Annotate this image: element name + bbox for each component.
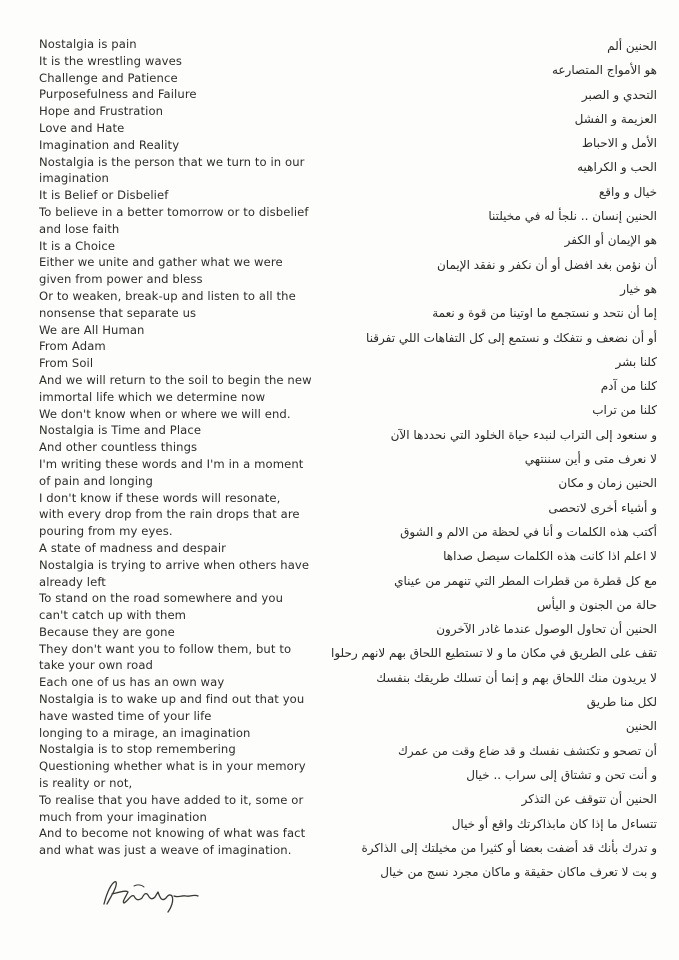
english-poem-line: take your own road bbox=[39, 658, 154, 673]
english-poem-line: I don't know if these words will resonate, bbox=[39, 490, 281, 505]
arabic-poem-line: الحب و الكراهيه bbox=[577, 160, 657, 175]
arabic-poem-line: و أشياء أخرى لاتحصى bbox=[548, 500, 657, 515]
arabic-poem-line: الحنين إنسان .. نلجأ له في مخيلتنا bbox=[488, 209, 657, 224]
arabic-poem-line: الحنين أن تتوقف عن التذكر bbox=[521, 792, 657, 807]
arabic-poem-line: و أنت تحن و تشتاق إلى سراب .. خيال bbox=[466, 767, 657, 782]
english-poem-line: To stand on the road somewhere and you bbox=[39, 591, 284, 606]
arabic-poem-line: كلنا بشر bbox=[615, 354, 657, 369]
english-poem-line: It is Belief or Disbelief bbox=[39, 188, 169, 203]
english-poem-line: Challenge and Patience bbox=[39, 70, 178, 85]
english-poem-line: Because they are gone bbox=[39, 624, 175, 639]
english-poem-line: Each one of us has an own way bbox=[39, 675, 225, 690]
english-poem-line: A state of madness and despair bbox=[39, 540, 227, 555]
arabic-poem-line: كلنا من آدم bbox=[600, 379, 657, 394]
arabic-poem-line: أكتب هذه الكلمات و أنا في لحظة من الالم و الشوق bbox=[400, 524, 657, 539]
arabic-poem-line: لكل منا طريق bbox=[586, 695, 657, 710]
english-poem-line: They don't want you to follow them, but to bbox=[39, 641, 292, 656]
english-poem-line: Or to weaken, break-up and listen to all the bbox=[39, 288, 296, 303]
english-poem-line: given from power and bless bbox=[39, 272, 203, 287]
arabic-poem-line: أو أن نضعف و نتفكك و نستمع إلى كل التفاهات اللي تفرقنا bbox=[366, 330, 657, 345]
handwritten-signature bbox=[98, 868, 208, 918]
english-poem-line: and what was just a weave of imagination. bbox=[39, 843, 292, 858]
arabic-poem-line: و بت لا تعرف ماكان حقيقة و ماكان مجرد نسج من خيال bbox=[380, 865, 657, 880]
english-poem-line: We don't know when or where we will end. bbox=[39, 406, 291, 421]
english-poem-line: with every drop from the rain drops that are bbox=[39, 507, 300, 522]
english-poem-line: and lose faith bbox=[39, 221, 120, 236]
english-poem-line: And other countless things bbox=[39, 440, 198, 455]
english-poem-line: Nostalgia is trying to arrive when others have bbox=[39, 557, 310, 572]
english-poem-line: much from your imagination bbox=[39, 809, 207, 824]
english-poem-line: I'm writing these words and I'm in a moment bbox=[39, 456, 304, 471]
english-poem-line: Nostalgia is Time and Place bbox=[39, 423, 202, 438]
arabic-poem-line: الحنين زمان و مكان bbox=[558, 476, 657, 491]
english-poem-line: Nostalgia is pain bbox=[39, 37, 137, 51]
english-poem-line: pouring from my eyes. bbox=[39, 524, 173, 539]
arabic-poem-line: خيال و واقع bbox=[598, 184, 657, 199]
arabic-poem-line: أن نؤمن بغد افضل أو أن نكفر و نفقد الإيمان bbox=[436, 257, 657, 272]
arabic-poem-line: تقف على الطريق في مكان ما و لا تستطيع اللحاق بهم لانهم رحلوا bbox=[331, 646, 657, 661]
english-poem-line: Nostalgia is to wake up and find out that you bbox=[39, 692, 305, 707]
english-poem-line: To realise that you have added to it, some or bbox=[39, 792, 304, 807]
english-poem-line: can't catch up with them bbox=[39, 608, 187, 623]
arabic-poem-line: مع كل قطرة من قطرات المطر التي تنهمر من عيناي bbox=[394, 573, 657, 588]
english-poem-line: Nostalgia is to stop remembering bbox=[39, 742, 236, 757]
arabic-poem-line: الأمل و الاحباط bbox=[581, 136, 657, 151]
arabic-poem-line: أن تصحو و تكتشف نفسك و قد ضاع وقت من عمرك bbox=[397, 743, 657, 758]
arabic-poem-line: تتساءل ما إذا كان مابذاكرتك واقع أو خيال bbox=[451, 816, 657, 831]
english-poem-line: longing to a mirage, an imagination bbox=[39, 725, 251, 740]
english-poem-line: imagination bbox=[39, 171, 109, 186]
arabic-poem-line: كلنا من تراب bbox=[592, 403, 657, 418]
english-poem-line: Imagination and Reality bbox=[39, 137, 180, 152]
english-poem-line: is reality or not, bbox=[39, 776, 133, 791]
english-poem-line: To believe in a better tomorrow or to disbelief bbox=[39, 204, 309, 219]
arabic-poem-line: لا يريدون منك اللحاق بهم و إنما أن تسلك طريقك بنفسك bbox=[376, 670, 657, 685]
arabic-poem-line: الحنين أن تحاول الوصول عندما غادر الآخرون bbox=[436, 622, 657, 637]
english-poem-line: It is the wrestling waves bbox=[39, 53, 182, 68]
arabic-poem-line: هو الأمواج المتصارعه bbox=[551, 63, 657, 78]
english-poem-line: immortal life which we determine now bbox=[39, 389, 266, 404]
arabic-poem-line: الحنين bbox=[625, 719, 657, 734]
english-poem-line: Questioning whether what is in your memory bbox=[39, 759, 306, 774]
english-poem-line: already left bbox=[39, 574, 106, 589]
arabic-poem-line: هو الإيمان أو الكفر bbox=[564, 233, 657, 248]
english-poem-line: And to become not knowing of what was fact bbox=[39, 826, 306, 841]
arabic-poem-line: هو خيار bbox=[620, 281, 657, 296]
english-poem-line: of pain and longing bbox=[39, 473, 153, 488]
arabic-poem-column bbox=[331, 34, 657, 884]
english-poem-line: Hope and Frustration bbox=[39, 104, 164, 119]
english-poem-line: From Adam bbox=[39, 339, 106, 354]
english-poem-line: nonsense that separate us bbox=[39, 305, 197, 320]
english-poem-column bbox=[39, 36, 339, 859]
arabic-poem-line: و تدرك بأنك قد أضفت بعضا أو كثيرا من مخيلتك إلى الذاكرة bbox=[361, 840, 657, 855]
english-poem-line: And we will return to the soil to begin the new bbox=[39, 372, 312, 387]
arabic-poem-line: العزيمة و الفشل bbox=[574, 111, 657, 126]
arabic-poem-line: حالة من الجنون و اليأس bbox=[536, 597, 657, 612]
english-poem-line: have wasted time of your life bbox=[39, 708, 212, 723]
arabic-poem-line: لا نعرف متى و أين سننتهي bbox=[524, 452, 657, 467]
english-poem-line: Either we unite and gather what we were bbox=[39, 255, 283, 270]
english-poem-line: Purposefulness and Failure bbox=[39, 87, 197, 102]
arabic-poem-line: و سنعود إلى التراب لنبدء حياة الخلود التي نحددها الآن bbox=[390, 427, 657, 442]
english-poem-line: It is a Choice bbox=[39, 238, 116, 253]
english-poem-line: We are All Human bbox=[39, 322, 145, 337]
arabic-poem-line: لا اعلم اذا كانت هذه الكلمات سيصل صداها bbox=[443, 549, 657, 564]
english-poem-line: From Soil bbox=[39, 356, 94, 371]
arabic-poem-line: إما أن نتحد و نستجمع ما اوتينا من قوة و نعمة bbox=[432, 306, 657, 321]
arabic-poem-line: الحنين ألم bbox=[607, 39, 657, 53]
english-poem-line: Nostalgia is the person that we turn to in our bbox=[39, 154, 305, 169]
english-poem-line: Love and Hate bbox=[39, 120, 125, 135]
arabic-poem-line: التحدي و الصبر bbox=[581, 87, 657, 102]
